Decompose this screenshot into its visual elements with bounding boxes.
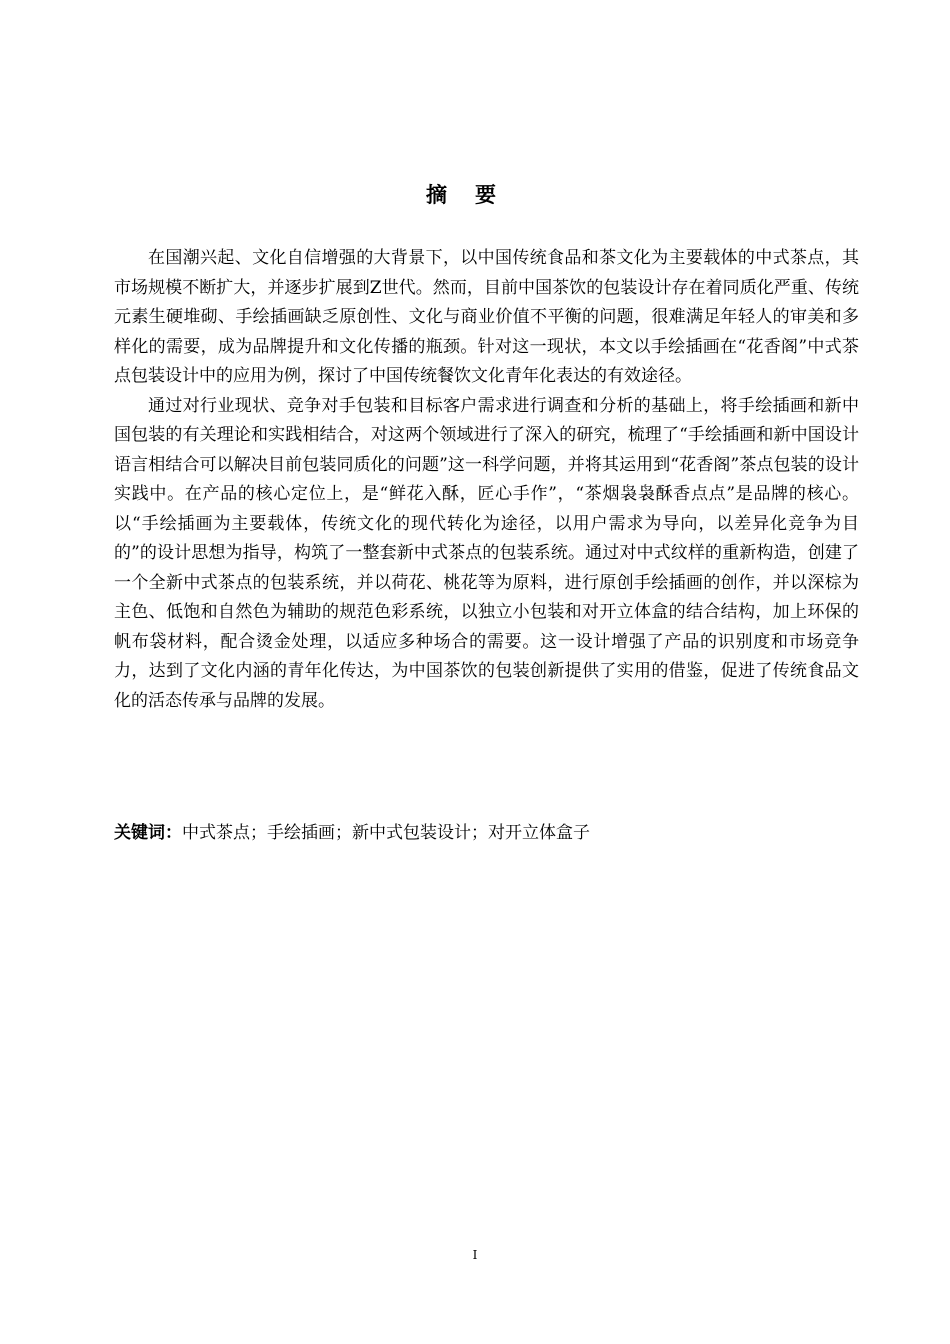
abstract-body bbox=[114, 244, 859, 716]
page-number: I bbox=[472, 1248, 478, 1262]
keywords-label: 关键词： bbox=[114, 823, 182, 843]
abstract-paragraph-1: 在国潮兴起、文化自信增强的大背景下，以中国传统食品和茶文化为主要载体的中式茶点，其市场规模不断扩大，并逐步扩展到Z世代。然而，目前中国茶饮的包装设计存在着同质化严重、传统元素生硬堆砌、手绘插画缺乏原创性、文化与商业价值不平衡的问题，很难满足年轻人的审美和多样化的需要，成为品牌提升和文化传播的瓶颈。针对这一现状，本文以手绘插画在“花香阁”中式茶点包装设计中的应用为例，探讨了中国传统餐饮文化青年化表达的有效途径。 bbox=[114, 248, 859, 386]
abstract-title: 摘要 bbox=[426, 183, 524, 207]
keywords-text: 中式茶点；手绘插画；新中式包装设计；对开立体盒子 bbox=[182, 823, 590, 843]
abstract-paragraph-2: 通过对行业现状、竞争对手包装和目标客户需求进行调查和分析的基础上，将手绘插画和新中国包装的有关理论和实践相结合，对这两个领域进行了深入的研究，梳理了“手绘插画和新中国设计语言相结合可以解决目前包装同质化的问题”这一科学问题，并将其运用到“花香阁”茶点包装的设计实践中。在产品的核心定位上，是“鲜花入酥，匠心手作”，“茶烟袅袅酥香点点”是品牌的核心。以“手绘插画为主要载体，传统文化的现代转化为途径，以用户需求为导向，以差异化竞争为目的”的设计思想为指导，构筑了一整套新中式茶点的包装系统。通过对中式纹样的重新构造，创建了一个全新中式茶点的包装系统，并以荷花、桃花等为原料，进行原创手绘插画的创作，并以深棕为主色、低饱和自然色为辅助的规范色彩系统，以独立小包装和对开立体盒的结合结构，加上环保的帆布袋材料，配合烫金处理，以适应多种场合的需要。这一设计增强了产品的识别度和市场竞争力，达到了文化内涵的青年化传达，为中国茶饮的包装创新提供了实用的借鉴，促进了传统食品文化的活态传承与品牌的发展。 bbox=[114, 395, 859, 711]
keywords-line bbox=[114, 819, 859, 849]
